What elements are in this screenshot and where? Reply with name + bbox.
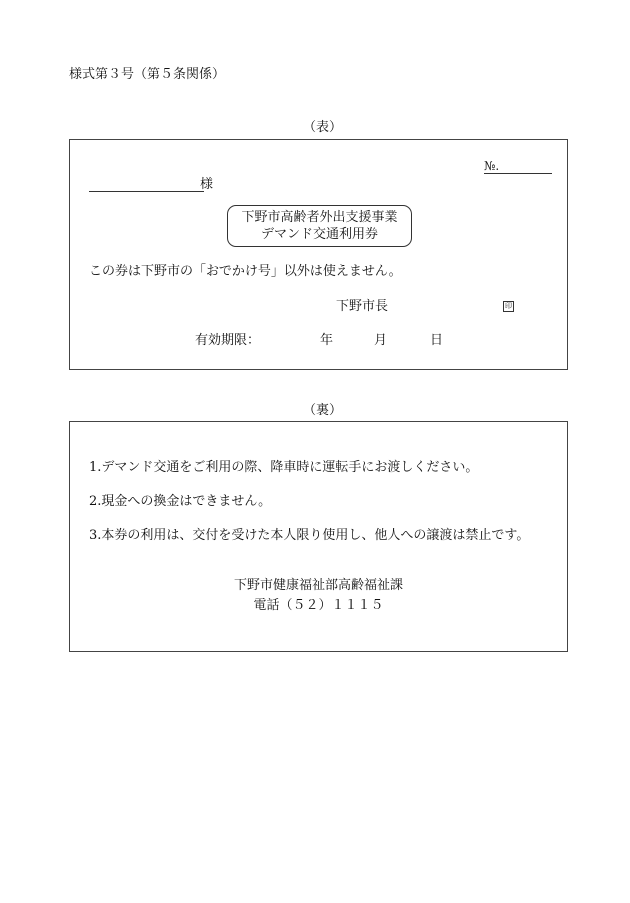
- recipient-name-line: [89, 191, 204, 192]
- expiry-day: 日: [430, 333, 444, 348]
- serial-number-label: №.: [484, 159, 500, 173]
- issuer-title: 下野市長: [336, 299, 389, 314]
- ticket-title-line2: デマンド交通利用券: [260, 227, 378, 242]
- phone-number: 電話（５２）１１１５: [253, 598, 384, 613]
- form-number: 様式第３号（第５条関係）: [69, 67, 226, 82]
- ticket-title-box: [227, 205, 412, 247]
- rule-item-1: 1.デマンド交通をご利用の際、降車時に運転手にお渡しください。: [89, 460, 479, 475]
- ticket-back: [69, 421, 568, 652]
- usage-notice: この券は下野市の「おでかけ号」以外は使えません。: [89, 264, 402, 279]
- ticket-title-line1: 下野市高齢者外出支援事業: [241, 210, 398, 225]
- rule-item-3: 3.本券の利用は、交付を受けた本人限り使用し、他人への譲渡は禁止です。: [89, 528, 530, 543]
- expiry-label: 有効期限：: [195, 333, 261, 348]
- department-name: 下野市健康福祉部高齢福祉課: [233, 578, 403, 593]
- front-heading: （表）: [303, 120, 343, 135]
- serial-number-line: [484, 173, 552, 174]
- expiry-month: 月: [374, 333, 388, 348]
- expiry-year: 年: [320, 333, 334, 348]
- recipient-suffix: 様: [200, 177, 214, 192]
- back-heading: （裏）: [303, 403, 343, 418]
- rule-item-2: 2.現金への換金はできません。: [89, 494, 272, 509]
- seal-mark: 印: [505, 302, 512, 310]
- ticket-front: [69, 139, 568, 370]
